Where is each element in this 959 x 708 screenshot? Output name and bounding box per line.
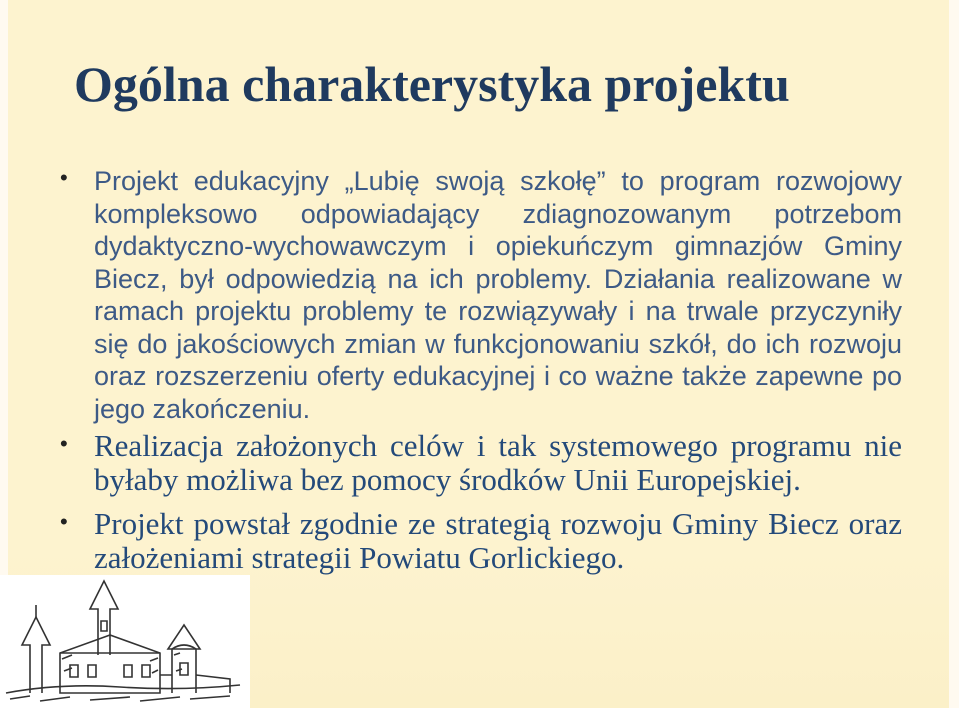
bullet-dot: •: [60, 509, 68, 534]
right-border: [949, 0, 959, 708]
bullet-text: Projekt edukacyjny „Lubię swoją szkołę” to program rozwojowy kompleksowo odpowiadający zdiagnozowanym potrzebom dydaktyczno-wychowawczym i opiekuńczym gimnazjów Gminy Biecz, był odpowiedzią na ich problemy. Działania realizowane w ramach projektu problemy te rozwiązywały i na trwale przyczyniły się do jakościowych zmian w funkcjonowaniu szkół, do ich rozwoju oraz rozszerzeniu oferty edukacyjnej i co ważne także zapewne po jego zakończeniu.: [94, 166, 902, 424]
castle-illustration: [0, 575, 250, 708]
bullet-item: [56, 165, 902, 425]
bullet-item: [56, 507, 902, 575]
bullet-dot: •: [60, 431, 68, 456]
bullet-dot: •: [60, 165, 68, 190]
bullet-text: Realizacja założonych celów i tak systemowego programu nie byłaby możliwa bez pomocy środków Unii Europejskiej.: [94, 428, 902, 497]
bullet-text: Projekt powstał zgodnie ze strategią rozwoju Gminy Biecz oraz założeniami strategii Powiatu Gorlickiego.: [94, 506, 902, 575]
slide-title: Ogólna charakterystyka projektu: [74, 56, 790, 112]
bullet-list: [56, 165, 902, 575]
bullet-item: [56, 429, 902, 497]
